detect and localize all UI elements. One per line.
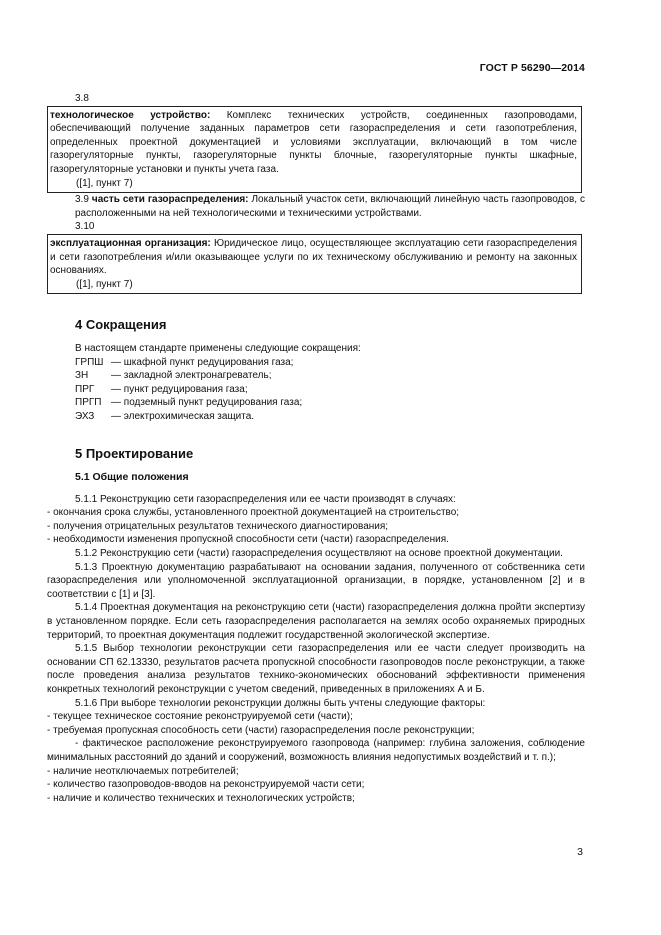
abbreviation-list (75, 356, 585, 424)
abbreviation-item: ПРГП — подземный пункт редуцирования газа; (75, 397, 303, 409)
term-name: эксплуатационная организация: (50, 237, 211, 249)
section-5-title: 5 Проектирование (75, 446, 194, 462)
paragraph-5-1-2: 5.1.2 Реконструкцию сети (части) газораспределения осуществляют на основе проектной документации. (75, 548, 563, 560)
term-text: Юридическое лицо, осуществляющее эксплуатацию сети газораспределения и сети газопотребления и/или оказывающее услуги по их техническому обслуживанию и ремонту на законных основаниях. (50, 237, 577, 277)
term-number-3-8: 3.8 (75, 93, 89, 104)
page-number: 3 (577, 846, 583, 858)
term-reference: ([1], пункт 7) (76, 278, 133, 290)
list-item: - количество газопроводов-вводов на реконструируемой части сети; (47, 779, 365, 791)
abbreviation-item: ПРГ — пункт редуцирования газа; (75, 383, 248, 395)
list-item: - получения отрицательных результатов технического диагностирования; (47, 520, 389, 532)
abbreviation-item: ЗН — закладной электронагреватель; (75, 370, 272, 382)
paragraph-5-1-6: 5.1.6 При выборе технологии реконструкции должны быть учтены следующие факторы: (75, 697, 486, 709)
section-4-title: 4 Сокращения (75, 317, 167, 333)
list-item: - необходимости изменения пропускной способности сети (части) газораспределения. (47, 534, 449, 546)
list-item: - наличие неотключаемых потребителей; (47, 765, 239, 777)
term-text: Локальный участок сети, включающий линейную часть газопроводов, с расположенными на ней технологическими и техническими устройствами. (75, 194, 586, 219)
paragraph-5-1-1: 5.1.1 Реконструкцию сети газораспределения или ее части производят в случаях: (75, 493, 456, 505)
abbreviation-item: ГРПШ — шкафной пункт редуцирования газа; (75, 356, 294, 368)
list-item: - наличие и количество технических и технологических устройств; (47, 792, 355, 804)
section-4-intro: В настоящем стандарте применены следующие сокращения: (75, 342, 361, 354)
term-text: Комплекс технических устройств, соединенных газопроводами, обеспечивающий получение заданных параметров сети газораспределения и сети газопотребления, определенных проектной документацией и условиями эксплуатации, включающий в том числе газорегуляторные пункты, газорегуляторные пункты блочные, газорегуляторные пункты шкафные, газорегуляторные установки и пункты учета газа. (50, 109, 577, 175)
term-number-3-10: 3.10 (75, 221, 95, 233)
paragraph-5-1-4: 5.1.4 Проектная документация на реконструкцию сети (части) газораспределения должна пройти экспертизу в установленном порядке. Если сеть газораспределения располагается на землях особо охраняемых природных территорий, то проектная документация подлежит государственной экологической экспертизе. (47, 602, 585, 641)
list-item: - окончания срока службы, установленного проектной документацией на строительство; (47, 507, 460, 519)
list-item: - требуемая пропускная способность сети (части) газораспределения после реконструкции; (47, 724, 475, 736)
list-item: - текущее техническое состояние реконструируемой сети (части); (47, 711, 353, 723)
term-name: технологическое устройство: (50, 109, 211, 121)
term-definition-3-10 (50, 237, 577, 278)
page-content (47, 92, 586, 805)
term-reference: ([1], пункт 7) (76, 177, 133, 189)
paragraph-5-1-5: 5.1.5 Выбор технологии реконструкции сети газораспределения или ее части следует производить на основании СП 62.13330, результатов расчета пропускной способности газопроводов после реконструкции, а также после проведения анализа результатов технико-экономических обоснований эффективности применения конкретных технологий реконструкции с учетом сведений, приведенных в приложениях А и Б. (47, 643, 585, 695)
term-definition-3-9 (75, 193, 585, 220)
section-5-1-title: 5.1 Общие положения (75, 471, 189, 484)
term-definition-3-8 (50, 109, 577, 177)
term-box-3-8 (47, 106, 582, 194)
term-number-3-9: 3.9 (75, 194, 89, 206)
term-name: часть сети газораспределения: (91, 194, 249, 206)
standard-header: ГОСТ Р 56290—2014 (479, 62, 585, 74)
abbreviation-item: ЭХЗ — электрохимическая защита. (75, 410, 255, 422)
paragraph-5-1-3: 5.1.3 Проектную документацию разрабатывают на основании задания, полученного от собственника сети газораспределения или уполномоченной эксплуатационной организации, в порядке, установленном [2] и в соответствии с [1] и [3]. (47, 561, 585, 600)
list-item: - фактическое расположение реконструируемого газопровода (например: глубина заложения, соблюдение минимальных расстояний до зданий и сооружений, возможность влияния недопустимых воздействий и т. п.); (47, 738, 585, 763)
term-box-3-10 (47, 234, 582, 294)
